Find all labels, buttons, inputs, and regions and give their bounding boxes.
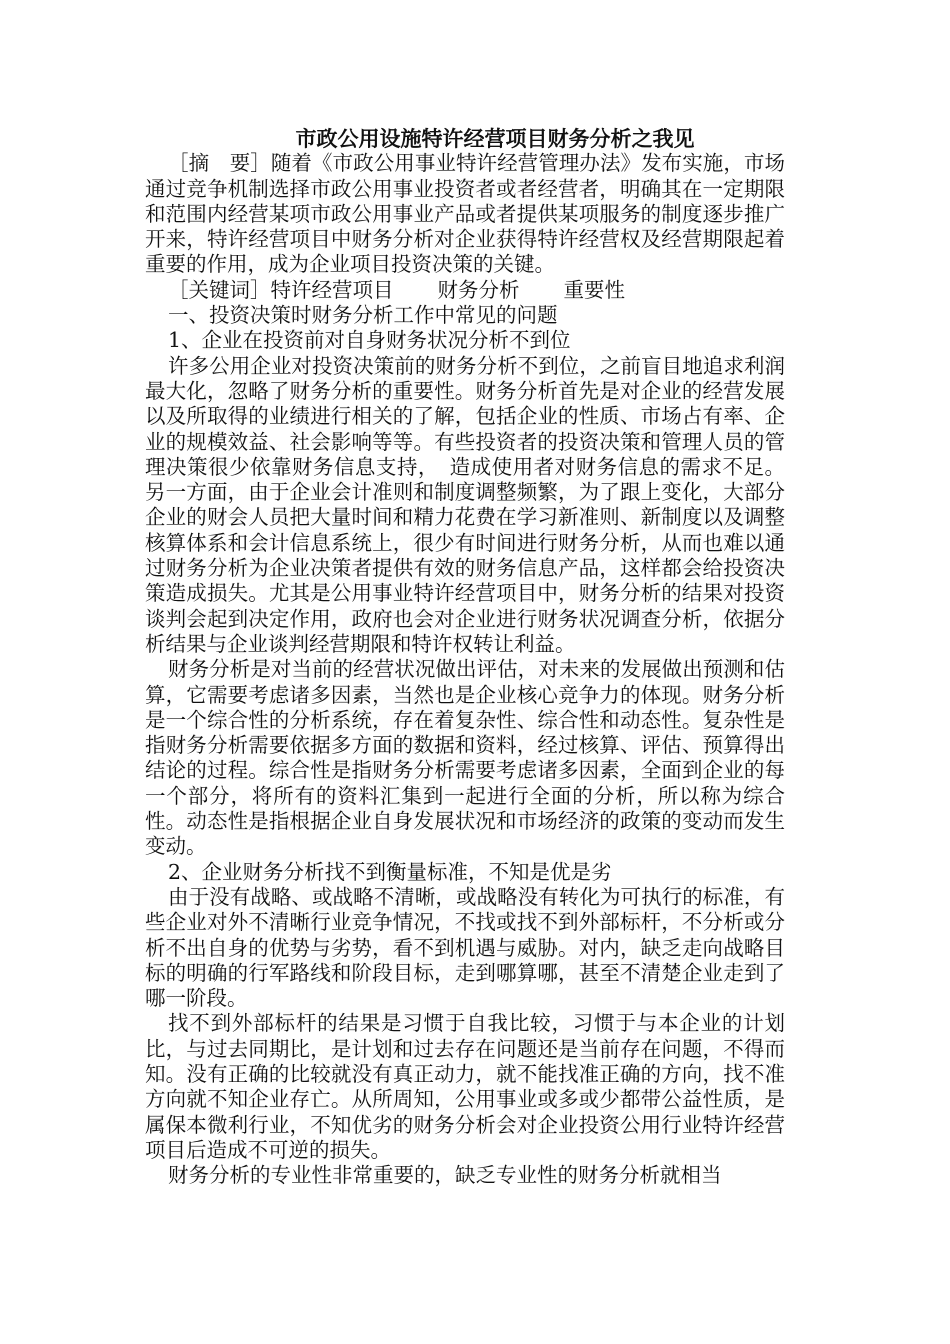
keywords-label: ［关键词］特许经营项目 [168, 277, 394, 302]
section-heading-1: 一、投资决策时财务分析工作中常见的问题 [168, 303, 558, 328]
document-title: 市政公用设施特许经营项目财务分析之我见 [295, 126, 695, 151]
subheading-2: 2、企业财务分析找不到衡量标准，不知是优是劣 [168, 859, 612, 884]
body-paragraph-1: 许多公用企业对投资决策前的财务分析不到位，之前盲目地追求利润最大化，忽略了财务分析的重要性。财务分析首先是对企业的经营发展以及所取得的业绩进行相关的了解，包括企业的性质、市场占有率、企业的规模效益、社会影响等等。有些投资者的投资决策和管理人员的管理决策很少依靠财务信息支持， 造成使用者对财务信息的需求不足。另一方面，由于企业会计准则和制度调整频繁，为了跟上变化，大部分企业的财会人员把大量时间和精力花费在学习新准则、新制度以及调整核算体系和会计信息系统上，很少有时间进行财务分析，从而也难以通过财务分析为企业决策者提供有效的财务信息产品，这样都会给投资决策造成损失。尤其是公用事业特许经营项目中，财务分析的结果对投资谈判会起到决定作用，政府也会对企业进行财务状况调查分析，依据分析结果与企业谈判经营期限和特许权转让利益。 [145, 353, 785, 656]
keyword-2: 财务分析 [437, 277, 520, 302]
keywords-line [145, 278, 785, 303]
body-paragraph-5: 财务分析的专业性非常重要的，缺乏专业性的财务分析就相当 [168, 1163, 722, 1188]
keyword-3: 重要性 [563, 277, 625, 302]
body-paragraph-4: 找不到外部标杆的结果是习惯于自我比较，习惯于与本企业的计划比，与过去同期比，是计划和过去存在问题还是当前存在问题，不得而知。没有正确的比较就没有真正动力，就不能找准正确的方向，找不准方向就不知企业存亡。从所周知，公用事业或多或少都带公益性质，是属保本微利行业，不知优劣的财务分析会对企业投资公用行业特许经营项目后造成不可逆的损失。 [145, 1011, 785, 1162]
body-paragraph-2: 财务分析是对当前的经营状况做出评估，对未来的发展做出预测和估算，它需要考虑诸多因素，当然也是企业核心竞争力的体现。财务分析是一个综合性的分析系统，存在着复杂性、综合性和动态性。复杂性是指财务分析需要依据多方面的数据和资料，经过核算、评估、预算得出结论的过程。综合性是指财务分析需要考虑诸多因素，全面到企业的每一个部分，将所有的资料汇集到一起进行全面的分析，所以称为综合性。动态性是指根据企业自身发展状况和市场经济的政策的变动而发生变动。 [145, 657, 785, 859]
abstract-paragraph: ［摘 要］随着《市政公用事业特许经营管理办法》发布实施，市场通过竞争机制选择市政公用事业投资者或者经营者，明确其在一定期限和范围内经营某项市政公用事业产品或者提供某项服务的制度逐步推广开来，特许经营项目中财务分析对企业获得特许经营权及经营期限起着重要的作用，成为企业项目投资决策的关键。 [145, 151, 785, 277]
document-page [145, 126, 785, 1188]
body-paragraph-3: 由于没有战略、或战略不清晰，或战略没有转化为可执行的标准，有些企业对外不清晰行业竞争情况，不找或找不到外部标杆，不分析或分析不出自身的优势与劣势，看不到机遇与威胁。对内，缺乏走向战略目标的明确的行军路线和阶段目标，走到哪算哪，甚至不清楚企业走到了哪一阶段。 [145, 884, 785, 1011]
subheading-1: 1、企业在投资前对自身财务状况分析不到位 [168, 328, 571, 353]
